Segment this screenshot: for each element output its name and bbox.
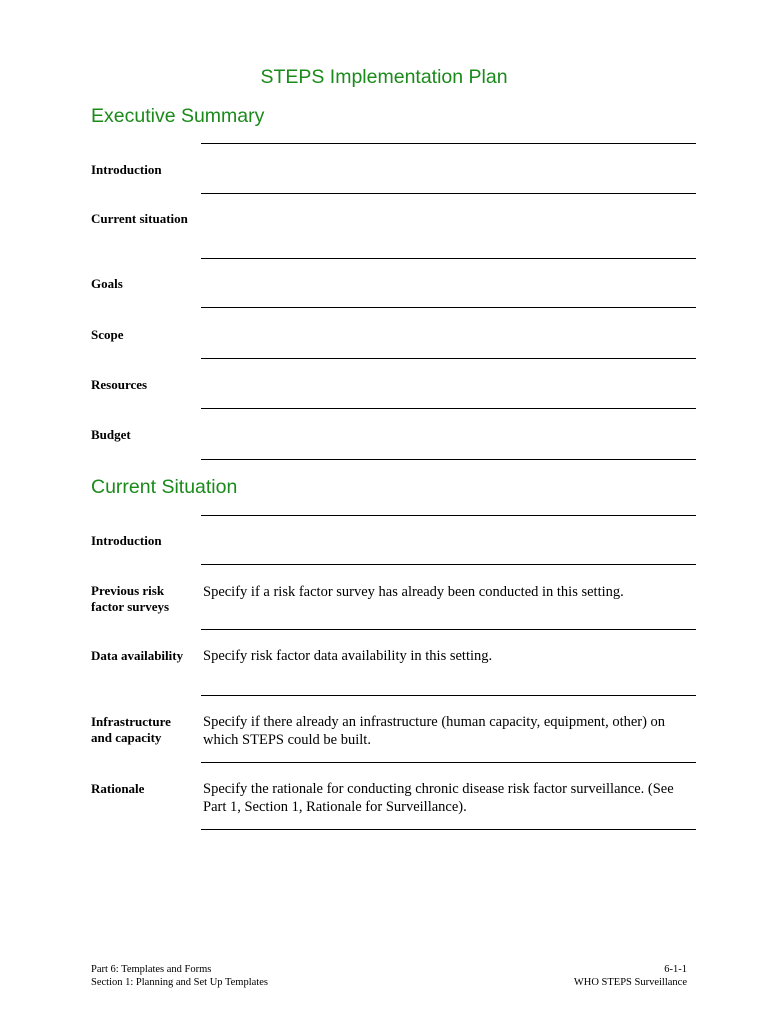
row-text-infrastructure-and-capacity: Specify if there already an infrastructure (human capacity, equipment, other) on which STEPS could be built. [203,714,666,748]
page-footer-left [91,964,268,989]
row-divider [201,829,696,830]
row-divider [201,408,696,409]
row-label-introduction: Introduction [91,162,162,177]
row-label-scope: Scope [91,327,124,342]
row-label-previous-risk-factor-surveys: Previous risk factor surveys [91,583,170,614]
row-divider [201,695,696,696]
row-text-previous-risk-factor-surveys: Specify if a risk factor survey has already been conducted in this setting. [203,584,624,600]
row-text-data-availability: Specify risk factor data availability in this setting. [203,648,493,664]
row-label-data-availability: Data availability [91,648,184,663]
row-text-rationale: Specify the rationale for conducting chronic disease risk factor surveillance. (See Part 1, Section 1, Rationale for Surveillance). [203,781,674,815]
row-label-goals: Goals [91,276,123,291]
current-situation-heading: Current Situation [91,476,238,498]
row-divider [201,193,696,194]
row-divider [201,143,696,144]
page-number: 6-1-1 [664,964,687,975]
row-label-budget: Budget [91,427,131,442]
row-label-infrastructure-and-capacity: Infrastructure and capacity [91,714,171,745]
row-label-introduction: Introduction [91,533,162,548]
row-label-resources: Resources [91,377,148,392]
footer-section-label: Section 1: Planning and Set Up Templates [91,976,268,988]
row-divider [201,629,696,630]
footer-publication-label: WHO STEPS Surveillance [573,976,687,988]
row-divider [201,258,696,259]
row-divider [201,515,696,516]
page-footer-right [574,964,687,989]
row-divider [201,307,696,308]
row-divider [201,358,696,359]
row-divider [201,564,696,565]
row-label-rationale: Rationale [91,781,145,796]
footer-part-label: Part 6: Templates and Forms [91,964,212,975]
executive-summary-heading: Executive Summary [91,105,265,127]
document-title: STEPS Implementation Plan [260,66,508,88]
row-label-current-situation: Current situation [91,211,188,226]
row-divider [201,762,696,763]
row-divider [201,459,696,460]
